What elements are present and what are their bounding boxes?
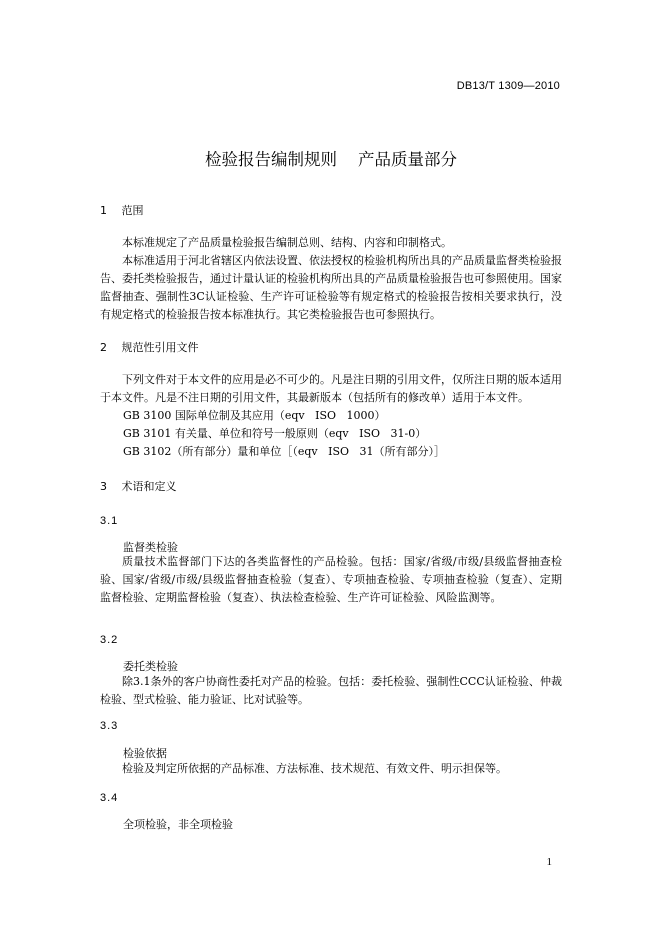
term-3-4: 全项检验，非全项检验 bbox=[123, 818, 233, 831]
term-3-1: 监督类检验 bbox=[123, 541, 178, 554]
section-3-heading bbox=[100, 478, 177, 494]
reference-item: GB 3101 有关量、单位和符号一般原则（eqv ISO 31-0） bbox=[123, 427, 427, 440]
section-title: 范围 bbox=[121, 204, 144, 217]
document-code: DB13/T 1309—2010 bbox=[456, 80, 560, 92]
section-2-paragraph: 下列文件对于本文件的应用是必不可少的。凡是注日期的引用文件，仅所注日期的版本适用于本文件。凡是不注日期的引用文件，其最新版本（包括所有的修改单）适用于本文件。 bbox=[100, 373, 562, 404]
definition-3-3: 检验及判定所依据的产品标准、方法标准、技术规范、有效文件、明示担保等。 bbox=[122, 762, 507, 775]
section-number: 3 bbox=[100, 480, 107, 493]
section-number: 1 bbox=[100, 204, 107, 217]
term-3-2: 委托类检验 bbox=[123, 660, 178, 673]
section-2-heading bbox=[100, 339, 199, 355]
subsection-3-4-number: 3.4 bbox=[100, 792, 119, 804]
reference-item: GB 3102（所有部分）量和单位［（eqv ISO 31（所有部分）］ bbox=[123, 445, 446, 458]
reference-item: GB 3100 国际单位制及其应用（eqv ISO 1000） bbox=[123, 409, 386, 422]
subsection-3-1-number: 3.1 bbox=[100, 515, 119, 527]
definition-3-2: 除3.1条外的客户协商性委托对产品的检验。包括：委托检验、强制性CCC认证检验、仲裁检验、型式检验、能力验证、比对试验等。 bbox=[100, 675, 562, 706]
section-1-paragraph-2: 本标准适用于河北省辖区内依法设置、依法授权的检验机构所出具的产品质量监督类检验报告、委托类检验报告，通过计量认证的检验机构所出具的产品质量检验报告也可参照使用。国家监督抽查、强制性3C认证检验、生产许可证检验等有规定格式的检验报告按相关要求执行，没有规定格式的检验报告按本标准执行。其它类检验报告也可参照执行。 bbox=[100, 254, 562, 321]
section-number: 2 bbox=[100, 341, 107, 354]
term-3-3: 检验依据 bbox=[123, 747, 167, 760]
section-title: 术语和定义 bbox=[121, 480, 177, 493]
section-title: 规范性引用文件 bbox=[121, 341, 199, 354]
section-1-paragraph-1: 本标准规定了产品质量检验报告编制总则、结构、内容和印制格式。 bbox=[122, 236, 452, 249]
document-title: 检验报告编制规则 产品质量部分 bbox=[205, 150, 457, 169]
definition-3-1: 质量技术监督部门下达的各类监督性的产品检验。包括：国家/省级/市级/县级监督抽查检验、国家/省级/市级/县级监督抽查检验（复查）、专项抽查检验、专项抽查检验（复查）、定期监督检验、定期监督检验（复查）、执法检查检验、生产许可证检验、风险监测等。 bbox=[100, 555, 562, 604]
section-1-heading bbox=[100, 202, 144, 218]
subsection-3-2-number: 3.2 bbox=[100, 634, 119, 646]
subsection-3-3-number: 3.3 bbox=[100, 720, 119, 732]
page-number: 1 bbox=[546, 856, 552, 868]
